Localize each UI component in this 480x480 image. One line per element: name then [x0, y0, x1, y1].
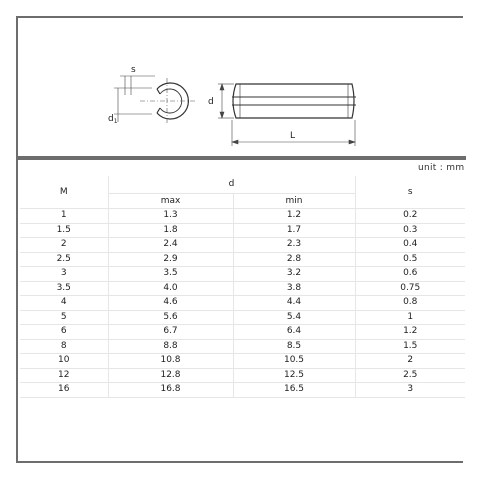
cell-M: 10 — [20, 354, 108, 369]
cell-min: 6.4 — [233, 325, 355, 340]
cell-min: 2.8 — [233, 252, 355, 267]
cell-max: 16.8 — [108, 383, 233, 398]
cell-min: 3.8 — [233, 281, 355, 296]
table-row — [20, 310, 465, 325]
unit-label: unit : mm — [418, 163, 465, 173]
cell-s: 2.5 — [355, 368, 465, 383]
cell-min: 8.5 — [233, 339, 355, 354]
dimension-d — [218, 84, 234, 118]
cell-s: 0.4 — [355, 238, 465, 253]
cell-min: 12.5 — [233, 368, 355, 383]
table-header-row-1 — [20, 176, 465, 194]
cell-M: 1.5 — [20, 223, 108, 238]
cell-s: 1.2 — [355, 325, 465, 340]
cell-max: 4.0 — [108, 281, 233, 296]
table-row — [20, 296, 465, 311]
cell-max: 10.8 — [108, 354, 233, 369]
cell-s: 1 — [355, 310, 465, 325]
table-row — [20, 339, 465, 354]
cell-max: 12.8 — [108, 368, 233, 383]
cell-min: 2.3 — [233, 238, 355, 253]
cell-min: 16.5 — [233, 383, 355, 398]
header-max: max — [108, 194, 233, 209]
cell-M: 8 — [20, 339, 108, 354]
table-row — [20, 238, 465, 253]
cell-min: 10.5 — [233, 354, 355, 369]
header-d: d — [108, 176, 355, 194]
cell-max: 1.3 — [108, 209, 233, 224]
cell-max: 6.7 — [108, 325, 233, 340]
cell-M: 4 — [20, 296, 108, 311]
cell-max: 4.6 — [108, 296, 233, 311]
cell-max: 1.8 — [108, 223, 233, 238]
header-M: M — [20, 176, 108, 209]
table-row — [20, 267, 465, 282]
cell-M: 1 — [20, 209, 108, 224]
cell-s: 0.3 — [355, 223, 465, 238]
table-row — [20, 223, 465, 238]
pin-side-view — [233, 84, 354, 118]
dimension-s — [120, 76, 155, 95]
header-min: min — [233, 194, 355, 209]
cell-min: 3.2 — [233, 267, 355, 282]
cell-M: 12 — [20, 368, 108, 383]
cell-s: 0.2 — [355, 209, 465, 224]
cell-M: 2 — [20, 238, 108, 253]
table-row — [20, 354, 465, 369]
cell-min: 1.2 — [233, 209, 355, 224]
cell-M: 6 — [20, 325, 108, 340]
cell-s: 0.8 — [355, 296, 465, 311]
cell-M: 3 — [20, 267, 108, 282]
table-row — [20, 325, 465, 340]
label-s: s — [131, 65, 136, 75]
cell-max: 5.6 — [108, 310, 233, 325]
cell-min: 1.7 — [233, 223, 355, 238]
cell-max: 8.8 — [108, 339, 233, 354]
center-lines — [140, 78, 195, 125]
table-row — [20, 252, 465, 267]
cell-M: 5 — [20, 310, 108, 325]
header-s: s — [355, 176, 465, 209]
cell-min: 5.4 — [233, 310, 355, 325]
cell-max: 3.5 — [108, 267, 233, 282]
cell-max: 2.4 — [108, 238, 233, 253]
cell-s: 1.5 — [355, 339, 465, 354]
dimension-d1 — [114, 88, 152, 122]
cell-M: 2.5 — [20, 252, 108, 267]
section-divider — [16, 156, 466, 160]
table-row — [20, 368, 465, 383]
cell-max: 2.9 — [108, 252, 233, 267]
label-d1: $d_1$ — [108, 114, 118, 125]
cell-s: 3 — [355, 383, 465, 398]
cell-s: 0.75 — [355, 281, 465, 296]
cell-s: 0.6 — [355, 267, 465, 282]
cell-min: 4.4 — [233, 296, 355, 311]
table-row — [20, 383, 465, 398]
table-row — [20, 209, 465, 224]
cell-s: 0.5 — [355, 252, 465, 267]
table-row — [20, 281, 465, 296]
spring-pin-technical-drawing — [0, 0, 480, 160]
label-d: d — [208, 97, 214, 107]
dimension-table — [20, 176, 465, 398]
cell-s: 2 — [355, 354, 465, 369]
cell-M: 16 — [20, 383, 108, 398]
cell-M: 3.5 — [20, 281, 108, 296]
label-L: L — [290, 131, 296, 141]
